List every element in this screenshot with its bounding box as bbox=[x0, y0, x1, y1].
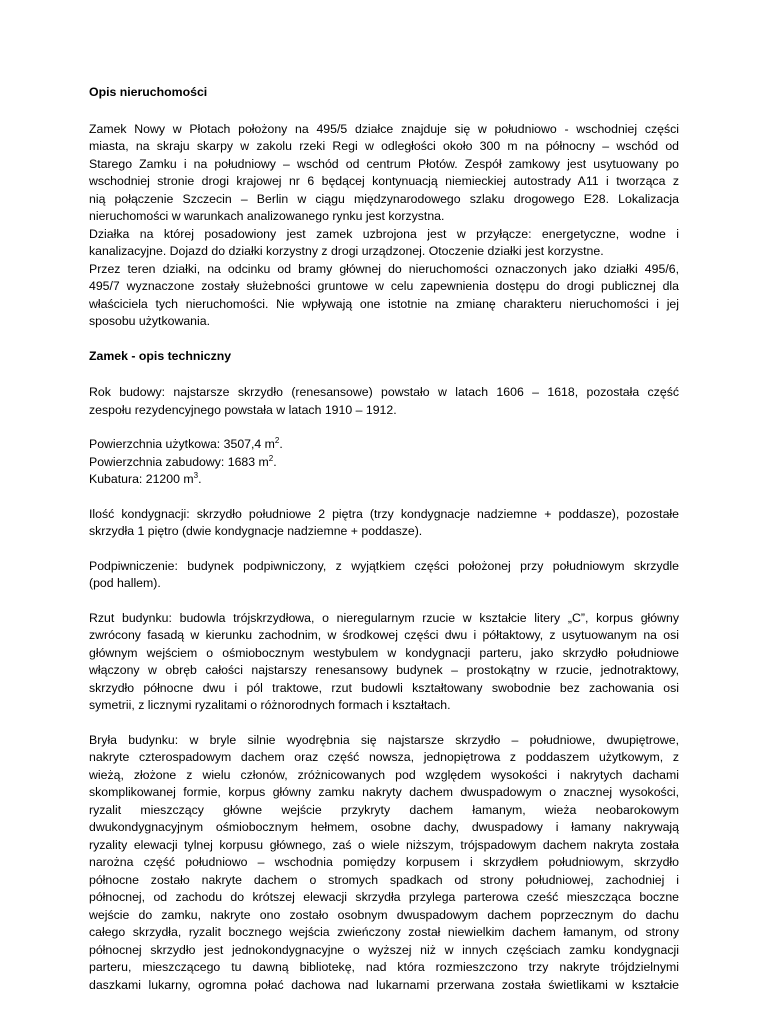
text-line: dwukondygnacyjnym ośmiobocznym hełmem, osobne dachy, dwuspadowy i łamany nakrywają bbox=[89, 820, 679, 834]
powierzchnia-zabudowy-text: Powierzchnia zabudowy: 1683 m bbox=[89, 454, 269, 469]
text-line: zespołu rezydencyjnego powstała w latach 1910 – 1912. bbox=[89, 402, 397, 417]
text-line: ryzality elewacji tylnej korpusu głównego, zaś o wiele niższym, trójspadowym dachem nakryta została bbox=[89, 837, 679, 852]
text-line: północne zostało nakryte dachem o stromych spadkach od strony południowej, zachodniej i bbox=[89, 872, 679, 887]
kubatura-text: Kubatura: 21200 m bbox=[89, 472, 194, 486]
text-line: nakryte czterospadowym dachem oraz część nowsza, jednopiętrowa z poddaszem użytkowym, z bbox=[89, 750, 679, 764]
paragraph-powierzchnie bbox=[89, 436, 679, 489]
text-line: wieżą, złożone z wielu członów, zróżnicowanych pod względem wysokości i nakrytych dachami bbox=[89, 767, 679, 782]
text-line: całego skrzydła, ryzalit bocznego wejścia zwieńczony został niewielkim dachem łamanym, od strony bbox=[89, 925, 679, 939]
powierzchnia-uzytkowa bbox=[89, 436, 679, 454]
paragraph-uzbrojenie bbox=[89, 226, 679, 261]
paragraph-bryla-budynku bbox=[89, 732, 679, 995]
paragraph-rzut-budynku bbox=[89, 610, 679, 715]
text-line: właściciela tych nieruchomości. Nie wpływają one istotnie na zmianę charakteru nieruchomości i jej bbox=[89, 296, 679, 311]
text-line: 495/7 wyznaczone zostały służebności gruntowe w celu zapewnienia dostępu do drogi publicznej dla bbox=[89, 279, 679, 293]
paragraph-kondygnacje bbox=[89, 506, 679, 541]
superscript: 2 bbox=[268, 453, 274, 463]
text-line: wejście do zamku, nakryte ono zostało osobnym dwuspadowym dachem poprzecznym do dachu bbox=[89, 907, 679, 922]
text-line: Ilość kondygnacji: skrzydło południowe 2 piętra (trzy kondygnacje nadziemne + poddasze), pozostałe bbox=[89, 506, 679, 521]
text-line: narożna część południowo – wschodnia pomiędzy korpusem i skrzydłem południowym, skrzydło bbox=[89, 855, 679, 869]
heading-opis-nieruchomosci: Opis nieruchomości bbox=[89, 85, 208, 99]
text-line: Przez teren działki, na odcinku od bramy głównej do nieruchomości oznaczonych jako działki 495/6, bbox=[89, 261, 679, 276]
text-line: północnej skrzydło jest jednokondygnacyjne o wyższej niż w innych częściach zamku kondygnacji bbox=[89, 942, 679, 957]
text-line: nią połączenie Szczecin – Berlin w ciągu międzynarodowego szlaku drogowego E28. Lokalizacja bbox=[89, 191, 679, 206]
text-line: wschodniej stronie drogi krajowej nr 6 będącej kontynuacją niemieckiej autostrady A11 i tworząca z bbox=[89, 174, 679, 188]
powierzchnia-uzytkowa-text: Powierzchnia użytkowa: 3507,4 m bbox=[89, 437, 275, 451]
text-line: nieruchomości w warunkach analizowanego rynku jest korzystna. bbox=[89, 209, 445, 223]
text-line: Bryła budynku: w bryle silnie wyodrębnia się najstarsze skrzydło – południowe, dwupiętrowe, bbox=[89, 732, 679, 747]
text-line: Starego Zamku i na południowy – wschód od centrum Płotów. Zespół zamkowy jest usytuowany po bbox=[89, 156, 679, 171]
kubatura bbox=[89, 471, 679, 489]
text-line: kanalizacyjne. Dojazd do działki korzystny z drogi urządzonej. Otoczenie działki jest korzystne. bbox=[89, 244, 604, 258]
text-line: głównym wejściem o ośmiobocznym westybulem w kondygnacji parteru, jako skrzydło południowe bbox=[89, 645, 679, 660]
text-line: symetrii, z licznymi ryzalitami o różnorodnych formach i kształtach. bbox=[89, 698, 451, 712]
text-line: Podpiwniczenie: budynek podpiwniczony, z wyjątkiem części położonej przy południowym skrzydle bbox=[89, 558, 679, 573]
paragraph-rok-budowy bbox=[89, 384, 679, 419]
text-line: skomplikowanej formie, korpus główny zamku nakryty dachem dwuspadowym o znacznej wysokości, bbox=[89, 785, 679, 799]
document-page bbox=[89, 84, 679, 1011]
text-line: (pod hallem). bbox=[89, 576, 161, 590]
powierzchnia-zabudowy bbox=[89, 454, 679, 472]
paragraph-lokalizacja bbox=[89, 121, 679, 226]
superscript: 3 bbox=[193, 470, 199, 480]
text-line: sposobu użytkowania. bbox=[89, 314, 210, 328]
paragraph-sluzebnosci bbox=[89, 261, 679, 331]
period: . bbox=[198, 472, 202, 486]
period: . bbox=[279, 437, 283, 451]
text-line: miasta, na skraju skarpy w zakolu rzeki Regi w odległości około 300 m na północny – wschód od bbox=[89, 139, 679, 153]
text-line: ryzalit mieszczący główne wejście przykryty dachem łamanym, wieża neobarokowym bbox=[89, 802, 679, 817]
paragraph-podpiwniczenie bbox=[89, 558, 679, 593]
text-line: daszkami lukarny, ogromna połać dachowa nad lukarnami przerwana została świetlikami w kształcie bbox=[89, 977, 679, 992]
text-line: parteru, mieszczącego tu dawną bibliotekę, nad która rozmieszczono trzy nakryte trójdzielnymi bbox=[89, 960, 679, 974]
period: . bbox=[273, 454, 277, 469]
text-line: Działka na której posadowiony jest zamek uzbrojona jest w przyłącze: energetyczne, wodne i bbox=[89, 226, 679, 241]
text-line: zwrócony fasadą w kierunku zachodnim, w środkowej części dwu i półtaktowy, z usytuowanym na osi bbox=[89, 628, 679, 642]
text-line: włączony w obręb całości najstarszy renesansowy budynek – prostokątny w rzucie, jednotraktowy, bbox=[89, 663, 679, 677]
text-line: Rok budowy: najstarsze skrzydło (renesansowe) powstało w latach 1606 – 1618, pozostała część bbox=[89, 385, 679, 399]
heading-opis-techniczny: Zamek - opis techniczny bbox=[89, 348, 232, 363]
text-line: Zamek Nowy w Płotach położony na 495/5 działce znajduje się w południowo - wschodniej części bbox=[89, 121, 679, 136]
text-line: skrzydła 1 piętro (dwie kondygnacje nadziemne + poddasze). bbox=[89, 524, 423, 538]
superscript: 2 bbox=[274, 435, 280, 445]
text-line: Rzut budynku: budowla trójskrzydłowa, o nieregularnym rzucie w kształcie litery „C”, korpus główny bbox=[89, 610, 679, 625]
text-line: północnej, od zachodu do krótszej elewacji skrzydła przylega parterowa cześć mieszcząca boczne bbox=[89, 890, 679, 904]
text-line: skrzydło północne dwu i pól traktowe, rzut budowli kształtowany swobodnie bez zachowania osi bbox=[89, 680, 679, 695]
